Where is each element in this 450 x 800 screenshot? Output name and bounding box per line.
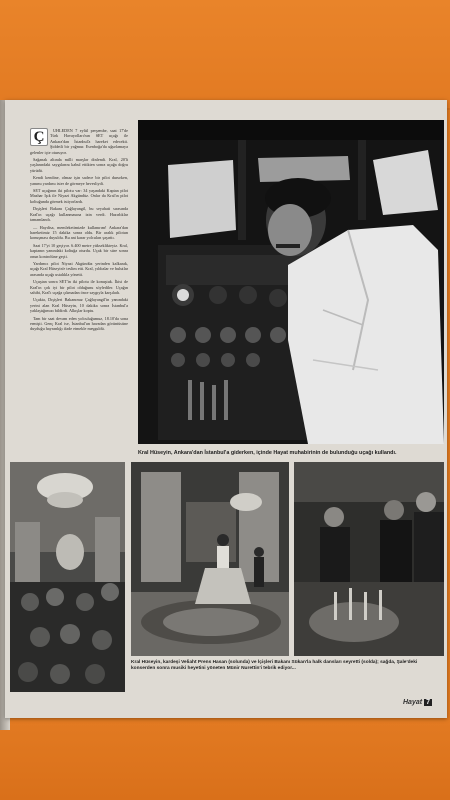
magazine-brand: Hayat xyxy=(403,698,423,706)
photo-congratulation xyxy=(294,462,444,656)
article-paragraph: Yardımcı pilot Niyazi Akgündüz yerinden kalkarak, uçağı Kral Hüseyin'e teslim etti. Kral, yıldızlar ve bulutlar arasında uçağı ustalıkla yönetti. xyxy=(30,260,128,277)
article-paragraph: Dışişleri Bakanı Çağlayangil, bu seyahati sırasında Kral'ın uçağı kullanmasına izin verdi. Hazırlıklar tamamlandı. xyxy=(30,206,128,223)
article-paragraph: — Haydisa, memleketimizde kullanırım! Ankara'dan hareketimiz 15 dakika sonra oldu. Bir aralık pilotun konuşması duyuldu. Bu ani karar yolcuları şaşırttı. xyxy=(30,224,128,241)
article-paragraph: Tam bir saat devam eden yolculuğumuz, 18.10'da sona ermişti. Genç Kral ise, İstanbul'un havadan görüntüsüne duyduğu hayranlığı ifade etmekle meşguldü. xyxy=(30,315,128,332)
dropcap: Ç xyxy=(30,128,48,146)
article-paragraph: Uçakta, Dışişleri Bakanımız Çağlayangil'in yanındaki yerini alan Kral Hüseyin, 10 dakika sonra İstanbul'a yaklaştığımızı bildirdi. Alkışlar koptu. xyxy=(30,297,128,314)
bottom-photos-caption: Kral Hüseyin, kardeşi Veliaht Prens Hasan (solunda) ve İçişleri Bakanı Sükan'la halk dansları seyretti (solda); sağda, Şale'deki konserden sonra musiki heyetini yöneten Münir Nurettin'i tebrik ediyor... xyxy=(131,660,418,671)
main-photo-caption: Kral Hüseyin, Ankara'dan İstanbul'a giderken, içinde Hayat muhabirinin de bulunduğu uçağı kullandı. xyxy=(138,450,397,456)
background-top xyxy=(0,0,450,110)
article-paragraph: Kendi kendine, olmaz işin sadece bir pilot dururken, yanımı yardımı ister de görmeye hevesliydi. xyxy=(30,175,128,186)
article-paragraph: UHLEDEN 7 eylül perşembe, saat 17'de Türk Havayolları'nın SET uçağı ile Ankara'dan İstanbul'a hareket edecekti. Şiddetli bir yağmur. Esenboğa'da uğurlamaya gelenler içte oturuyor. xyxy=(30,128,128,155)
article-paragraph: Sağanak altında milli marşlar dinlendi. Kral, 20'li yaşlarındaki saygılarını kabul ettikten sonra uçağa doğru yürüdü. xyxy=(30,157,128,173)
article-paragraph: SET uçağının iki pilotu var: 34 yaşındaki Kaptan pilot Mazhar Işık ile Niyazi Akgündüz. Onlar da Kral'ın pilot koltuğunda görmek istiyorlardı. xyxy=(30,188,128,204)
background-bottom xyxy=(0,720,450,800)
photo-hall-audience xyxy=(10,462,125,692)
article-paragraph: Uçuştan sonra SET'in iki pilotu ile konuştuk. İkisi de Kral'ın çok iyi bir pilot olduğunu söylediler. Uçağın sahibi, Kral'ı uçağa çıkmadan önce saygıyla karşıladı. xyxy=(30,279,128,295)
article-text xyxy=(30,128,128,448)
article-paragraph: Saat 17'yi 10 geçiyor. 6.400 metre yükseklikteyiz. Kral, kaptanın yanındaki koltuğa oturdu. Uçak bir süre sonra onun kontrolüne geçti. xyxy=(30,242,128,259)
page-folio xyxy=(403,696,432,708)
photo-folk-dance xyxy=(131,462,289,656)
photo-cockpit xyxy=(138,120,444,444)
page-number: 7 xyxy=(426,698,430,706)
